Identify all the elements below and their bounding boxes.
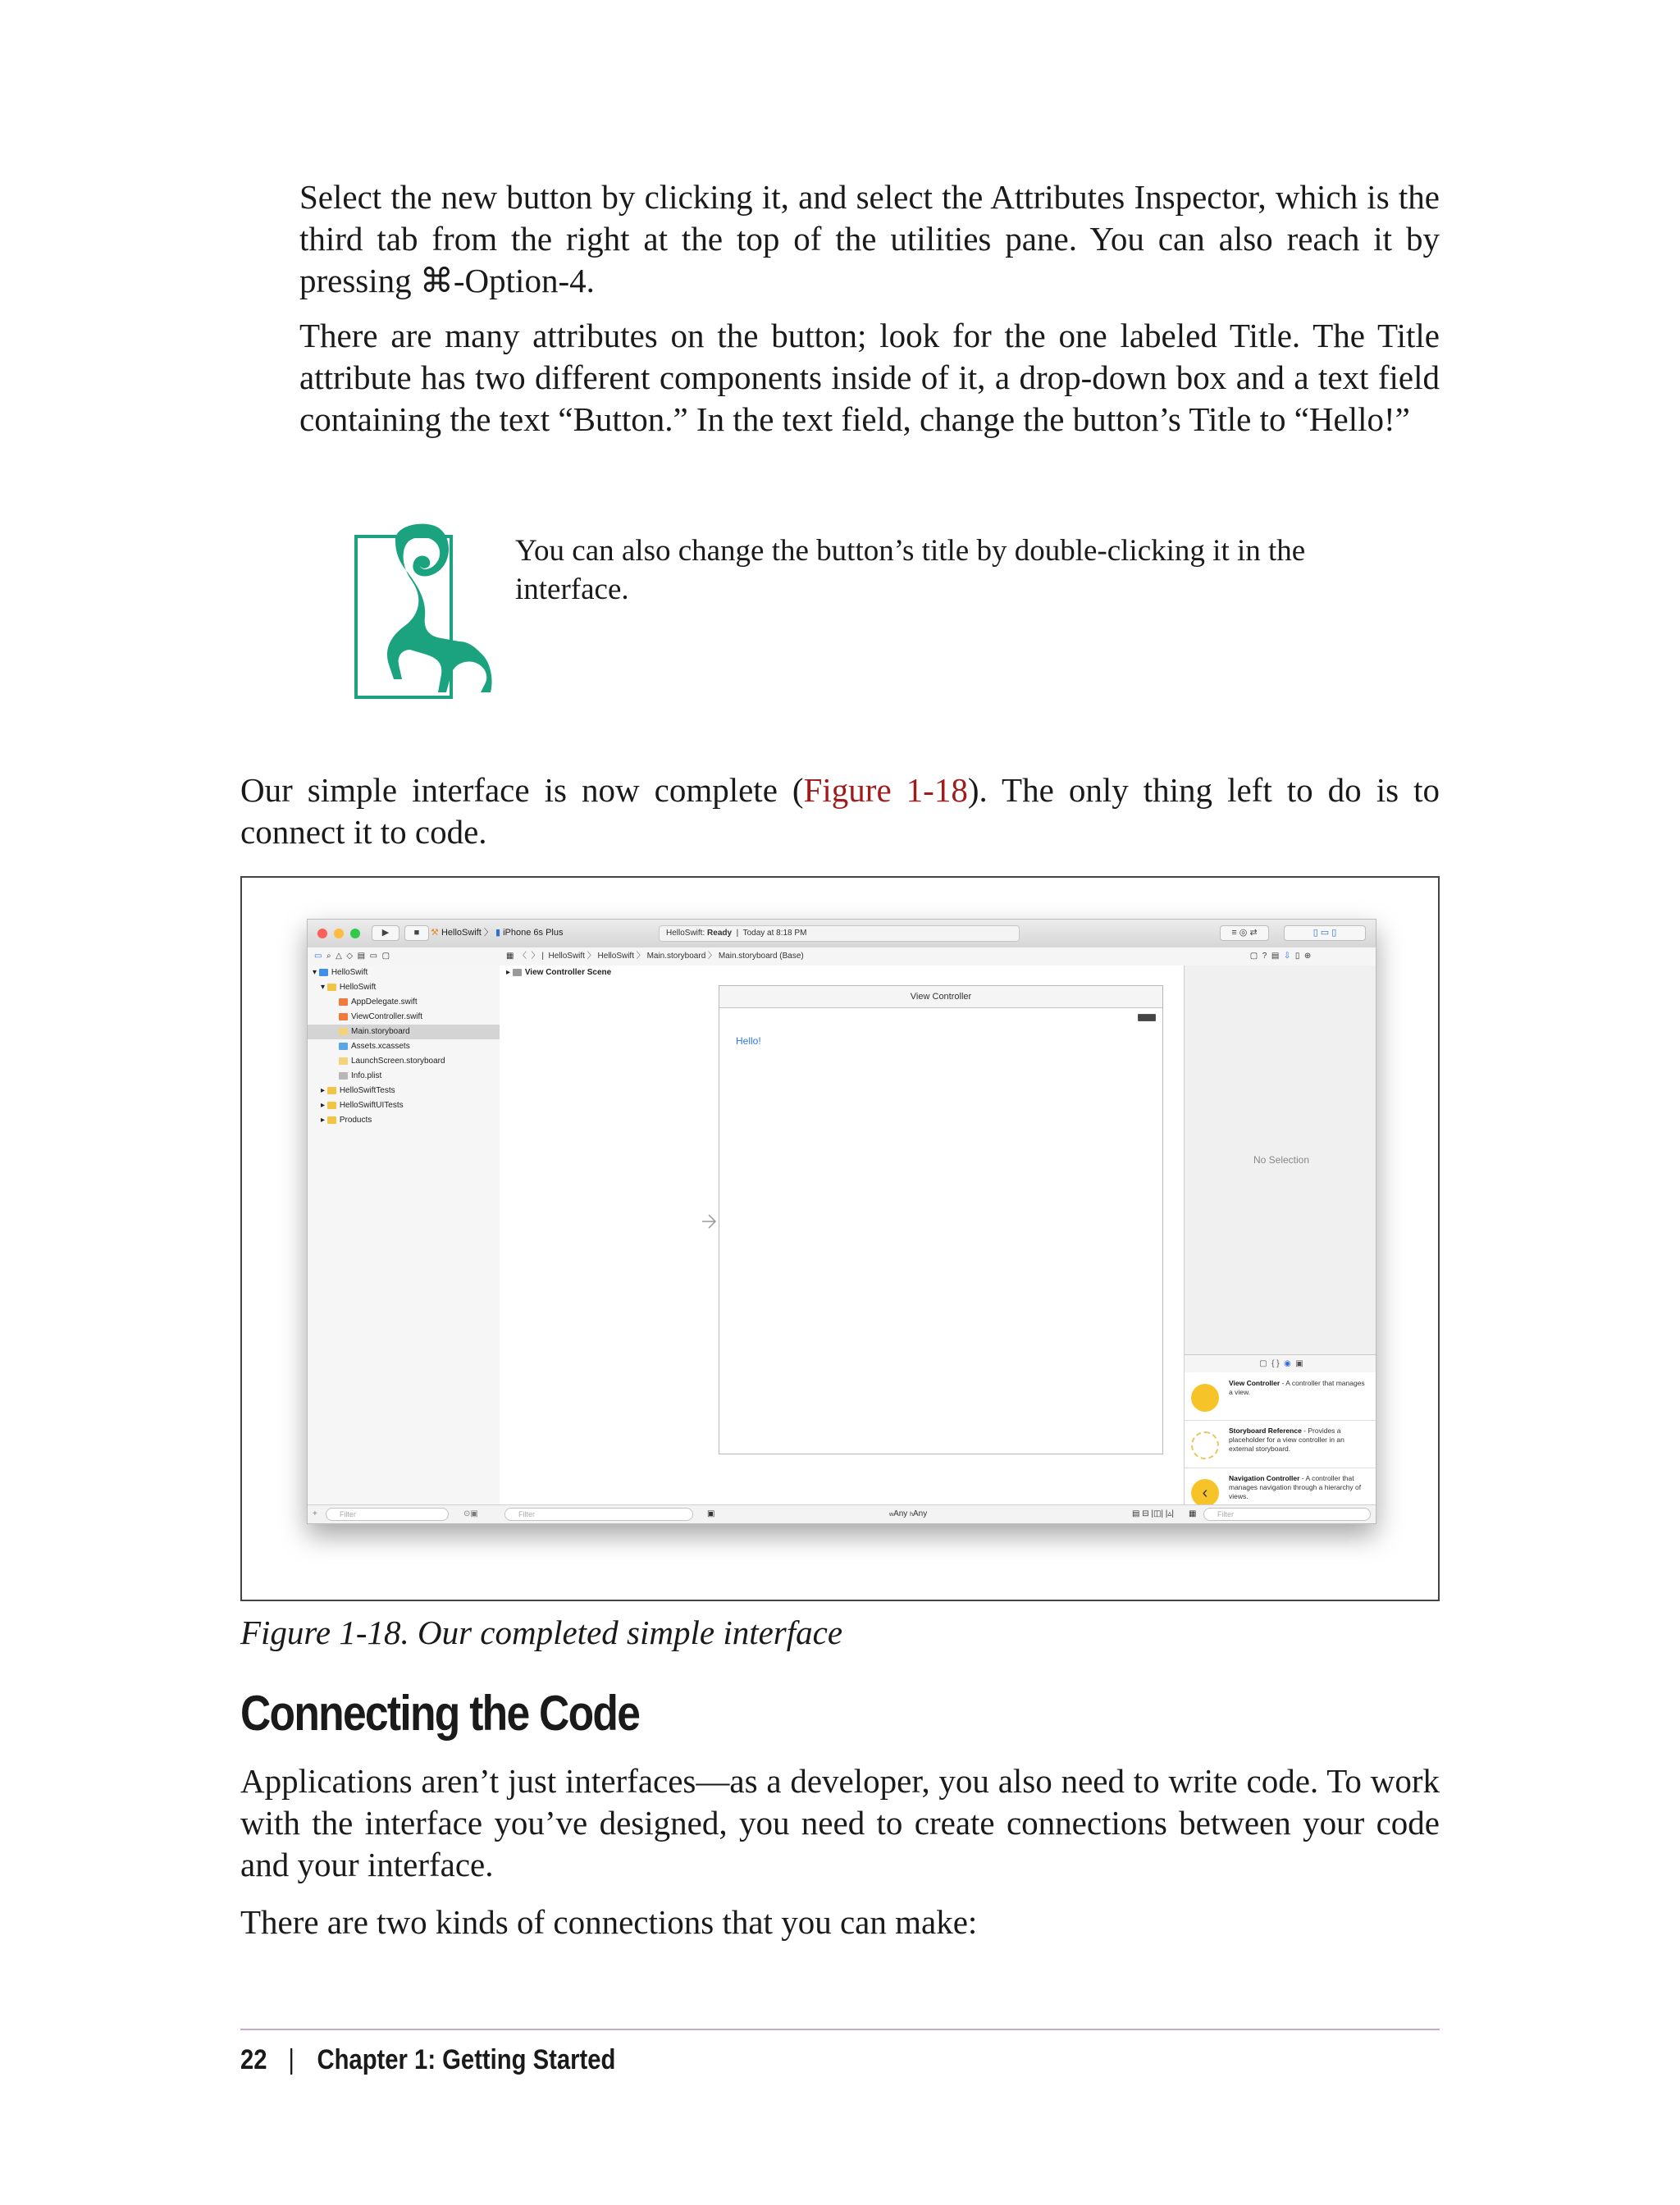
tree-item[interactable]: ▸ HelloSwiftUITests	[321, 1101, 404, 1110]
view-controller-icon	[1191, 1384, 1219, 1412]
scheme-selector[interactable]: ⚒ HelloSwift 〉 ▮ iPhone 6s Plus	[431, 928, 564, 938]
tree-item[interactable]: AppDelegate.swift	[339, 995, 418, 1010]
tree-item[interactable]: Assets.xcassets	[339, 1039, 410, 1054]
tree-item[interactable]: ▸ Products	[321, 1116, 372, 1125]
figure-caption: Figure 1-18. Our completed simple interface	[240, 1614, 843, 1651]
jump-bar[interactable]: ▦ 〈 〉 | HelloSwift 〉 HelloSwift 〉 Main.storyboard 〉 Main.storyboard (Base)	[500, 947, 1184, 966]
library-item-storyboard-reference[interactable]: Storyboard Reference - Provides a placeholder for a view controller in an external storyboard.	[1185, 1420, 1376, 1468]
paragraph-applications: Applications aren’t just interfaces—as a developer, you also need to write code. To work with the interface you’ve designed, you need to create connections between your code and your interface.	[240, 1762, 1440, 1883]
document-outline	[500, 966, 701, 1505]
run-button[interactable]: ▶	[372, 925, 399, 941]
library-bottom-bar	[1184, 1504, 1376, 1523]
grid-view-icon[interactable]: ▦	[1189, 1509, 1197, 1518]
view-controller-scene[interactable]	[719, 985, 1163, 1454]
paragraph-connection-kinds: There are two kinds of connections that you can make:	[240, 1903, 978, 1941]
toolbar	[308, 920, 1376, 948]
folder-icon[interactable]: ▭	[314, 952, 322, 961]
chapter-title: Chapter 1: Getting Started	[317, 2044, 616, 2075]
filter-options-icon[interactable]: ⊙▣	[463, 1509, 478, 1518]
tree-item[interactable]: ▾ HelloSwift	[321, 983, 377, 992]
library-filter-input[interactable]: Filter	[1203, 1508, 1371, 1521]
zoom-window-button[interactable]	[350, 929, 360, 938]
tree-item[interactable]: ▸ HelloSwiftTests	[321, 1086, 395, 1095]
xcode-app-icon: ⚒	[431, 928, 439, 938]
library-tabs[interactable]: ▢ { } ◉ ▣	[1185, 1354, 1376, 1374]
paragraph-interface-complete: Our simple interface is now complete (Figure 1-18). The only thing left to do is to connect it to code.	[240, 771, 1440, 851]
page-number: 22	[240, 2044, 267, 2075]
scene-item[interactable]: ▸ View Controller Scene	[506, 968, 612, 977]
object-library	[1185, 1372, 1376, 1505]
layout-tools-icons[interactable]: ▤ ⊟ |◫| |▵|	[1131, 1509, 1174, 1518]
tree-item[interactable]: ▾ HelloSwift	[313, 968, 368, 977]
figure-frame	[240, 876, 1440, 1601]
attributes-inspector-icon[interactable]: ⇩	[1283, 952, 1291, 961]
outline-filter-input[interactable]: Filter	[504, 1508, 693, 1521]
navigator-filter-input[interactable]: Filter	[326, 1508, 449, 1521]
size-class-control[interactable]: wAny hAny	[889, 1509, 928, 1518]
tip-text: You can also change the button’s title by double-clicking it in the interface.	[515, 534, 1306, 606]
canvas-bottom-bar	[701, 1504, 1184, 1523]
xcode-window	[307, 919, 1376, 1524]
utilities-pane	[1184, 966, 1376, 1505]
paragraph-select-button: Select the new button by clicking it, and select the Attributes Inspector, which is the third tab from the right at the top of the utilities pane. You can also reach it by pressing ⌘-Option-4.	[299, 178, 1440, 299]
figure-link[interactable]: Figure 1-18	[803, 771, 968, 809]
entry-point-arrow-icon	[701, 1212, 717, 1231]
activity-status: HelloSwift: Ready | Today at 8:18 PM	[659, 925, 1020, 942]
tree-item[interactable]: Info.plist	[339, 1069, 381, 1084]
editor-mode-buttons[interactable]: ≡ ◎ ⇄	[1220, 925, 1269, 941]
navigation-controller-icon: ‹	[1191, 1479, 1219, 1507]
page-footer: 22 | Chapter 1: Getting Started	[240, 2044, 616, 2075]
paragraph-title-attribute: There are many attributes on the button; look for the one labeled Title. The Title attribute has two different components inside of it, a drop-down box and a text field containing the text “Button.” In the text field, change the button’s Title to “Hello!”	[299, 317, 1440, 438]
no-selection-label: No Selection	[1253, 1154, 1310, 1166]
lemur-tip-icon	[345, 518, 492, 703]
inspector-tabs[interactable]: ▢ ? ▤ ⇩ ▯ ⊕	[1184, 947, 1376, 966]
close-window-button[interactable]	[317, 929, 327, 938]
tree-item-selected[interactable]: Main.storyboard	[308, 1025, 500, 1039]
device-icon: ▮	[495, 928, 501, 938]
vc-title-bar: View Controller	[719, 986, 1162, 1008]
project-navigator	[308, 966, 500, 1505]
footer-rule	[240, 2029, 1440, 2030]
navigator-tabs[interactable]: ▭ ⌕ △ ◇ ▤ ▭ ▢	[308, 947, 500, 966]
outline-toggle-icon[interactable]: ▣	[707, 1509, 715, 1518]
add-icon[interactable]: +	[313, 1509, 317, 1518]
library-item-view-controller[interactable]: View Controller - A controller that manages a view.	[1185, 1372, 1376, 1421]
object-library-icon[interactable]: ◉	[1284, 1359, 1291, 1368]
hello-button[interactable]: Hello!	[736, 1035, 761, 1047]
tree-item[interactable]: ViewController.swift	[339, 1010, 422, 1025]
view-toggle-buttons[interactable]: ▯ ▭ ▯	[1284, 925, 1366, 941]
battery-icon	[1138, 1014, 1156, 1021]
section-heading: Connecting the Code	[240, 1686, 640, 1741]
navigator-bottom-bar	[308, 1504, 500, 1523]
tree-item[interactable]: LaunchScreen.storyboard	[339, 1054, 445, 1069]
library-item-navigation-controller[interactable]: ‹ Navigation Controller - A controller that manages navigation through a hierarchy of views.	[1185, 1468, 1376, 1516]
minimize-window-button[interactable]	[334, 929, 344, 938]
outline-bottom-bar	[500, 1504, 701, 1523]
storyboard-canvas[interactable]	[701, 966, 1184, 1505]
stop-button[interactable]: ■	[404, 925, 429, 941]
storyboard-reference-icon	[1191, 1431, 1219, 1459]
